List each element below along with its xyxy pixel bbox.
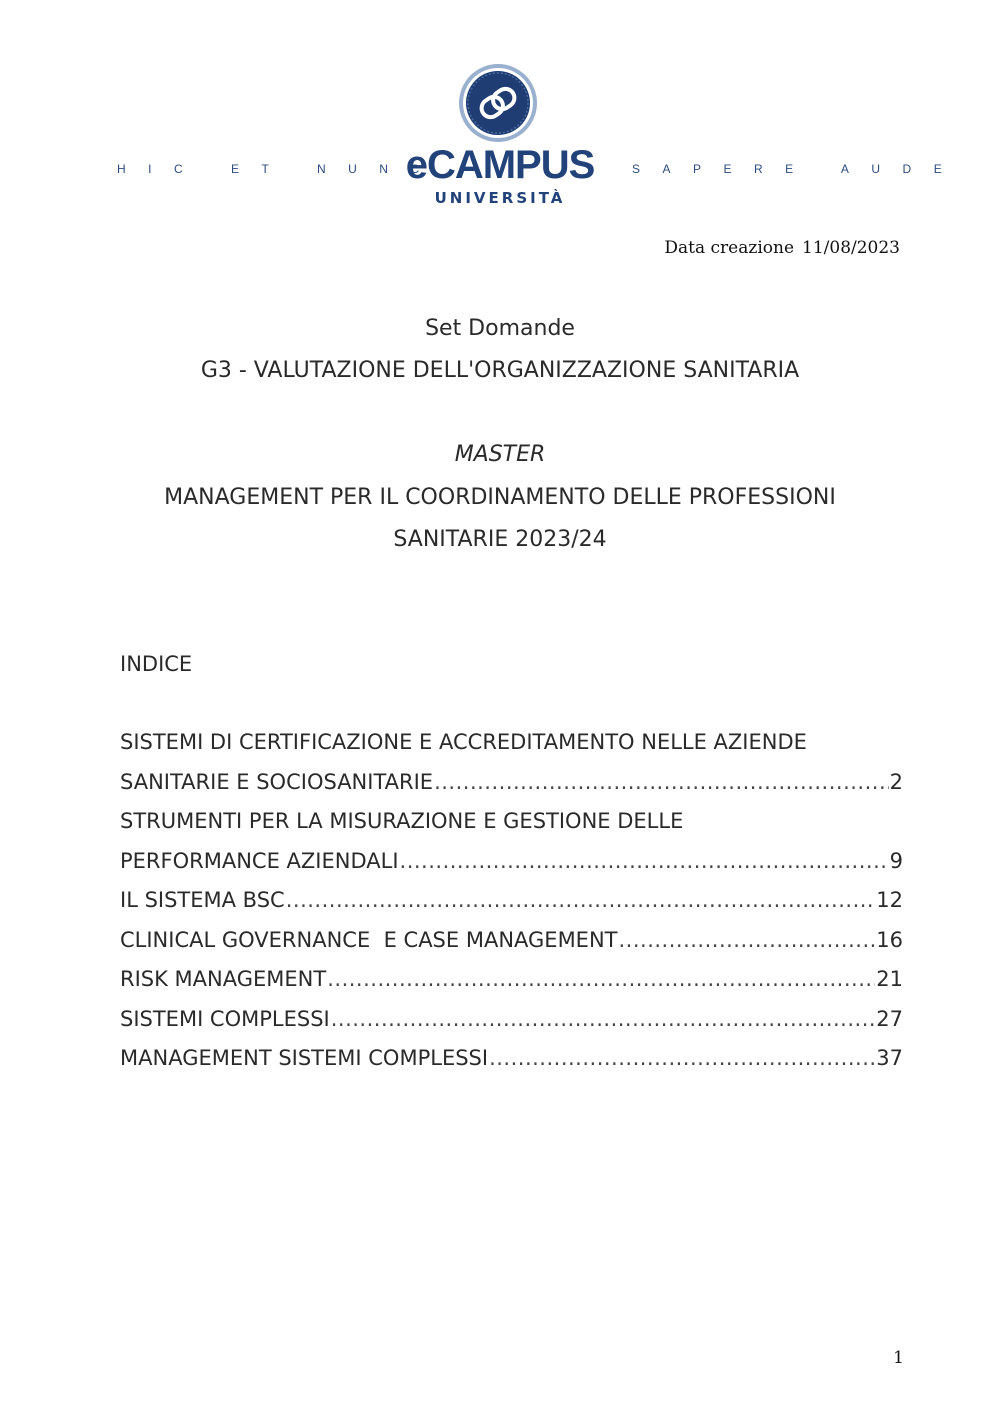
toc-leader [434,770,889,794]
creation-date [664,238,900,258]
doc-title-line1: Set Domande [425,316,575,341]
toc-entry-page: 27 [876,1006,903,1031]
toc-leader [327,967,875,991]
toc-leader [619,928,876,952]
table-of-contents [120,730,903,1086]
toc-entry-title: PERFORMANCE AZIENDALI [120,848,399,873]
toc-entry-line [120,809,903,849]
toc-entry-title: SANITARIE E SOCIOSANITARIE [120,769,434,794]
ecampus-logo [400,140,600,186]
index-heading: INDICE [120,652,193,676]
toc-entry-page: 21 [876,967,903,991]
toc-entry[interactable] [120,1007,903,1047]
doc-title-line3: MASTER [454,442,546,467]
toc-leader [489,1046,875,1070]
motto-right: SAPERE AUDE [632,162,965,176]
toc-leader [331,1007,876,1031]
toc-entry[interactable] [120,1046,903,1086]
toc-entry-line [120,730,903,770]
date-value: 11/08/2023 [802,238,900,258]
doc-title-line5: SANITARIE 2023/24 [393,527,607,552]
toc-entry[interactable] [120,967,903,1007]
toc-leader [286,888,876,912]
svg-text:eCAMPUS: eCAMPUS [405,143,595,186]
doc-title-line2: G3 - VALUTAZIONE DELL'ORGANIZZAZIONE SANITARIA [200,358,800,383]
header [0,0,1000,215]
toc-entry[interactable] [120,888,903,928]
doc-title-line4: MANAGEMENT PER IL COORDINAMENTO DELLE PROFESSIONI [164,485,836,510]
toc-entry-page: 37 [876,1046,903,1070]
toc-entry-page: 9 [889,848,903,873]
logo-subtitle: UNIVERSITÀ [434,189,566,207]
toc-entry-title: SISTEMI DI CERTIFICAZIONE E ACCREDITAMENTO NELLE AZIENDE [120,730,807,754]
page-number: 1 [893,1348,904,1368]
chain-link-seal-icon [458,63,538,143]
toc-entry-page: 12 [876,888,903,912]
motto-left: HIC ET NUNC [117,162,442,176]
toc-entry-page: 16 [876,927,903,952]
toc-entry-title: SISTEMI COMPLESSI [120,1006,330,1031]
toc-entry[interactable] [120,928,903,968]
toc-entry-title: CLINICAL GOVERNANCE E CASE MANAGEMENT [120,927,618,952]
toc-entry[interactable] [120,849,903,889]
toc-entry-title: RISK MANAGEMENT [120,967,327,991]
date-label: Data creazione [664,238,795,258]
toc-entry-title: STRUMENTI PER LA MISURAZIONE E GESTIONE DELLE [120,809,684,833]
toc-entry-title: MANAGEMENT SISTEMI COMPLESSI [120,1046,489,1070]
toc-entry-page: 2 [889,769,903,794]
toc-entry[interactable] [120,770,903,810]
toc-entry-title: IL SISTEMA BSC [120,888,285,912]
toc-leader [400,849,889,873]
